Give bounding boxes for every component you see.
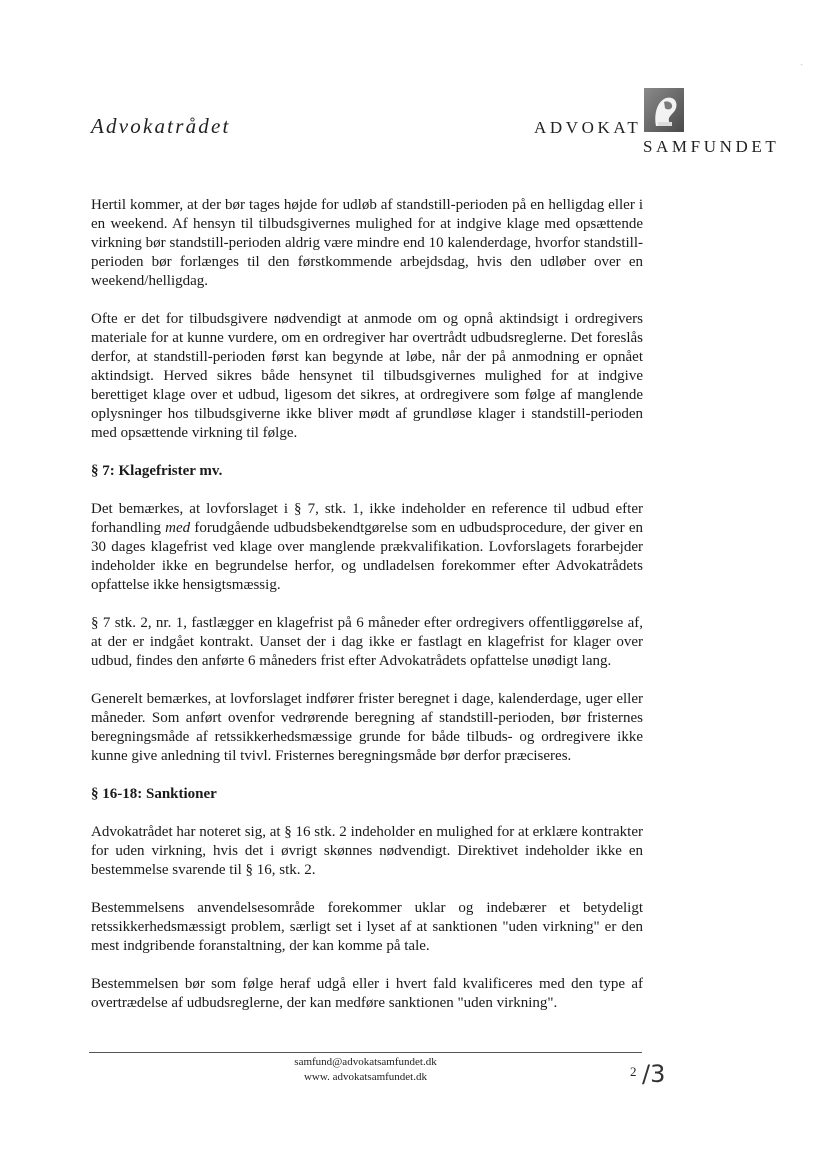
section-heading-klagefrister: § 7: Klagefrister mv. (91, 463, 223, 479)
footer-email-link[interactable]: samfund@advokatsamfundet.dk (294, 1056, 437, 1068)
footer-contact (89, 1055, 642, 1085)
scan-mark: ˎ (800, 55, 804, 66)
advokatsamfundet-logo (534, 88, 784, 158)
section-heading-sanktioner: § 16-18: Sanktioner (91, 786, 217, 802)
footer-website-link[interactable]: www. advokatsamfundet.dk (303, 1071, 427, 1083)
logo-word-samfundet: SAMFUNDET (643, 137, 780, 156)
advokatsamfundet-logo-icon (644, 88, 684, 132)
page-total-handwritten: /3 (642, 1060, 666, 1088)
page-number: 2 (630, 1064, 637, 1079)
paragraph: Hertil kommer, at der bør tages højde for udløb af standstill-perioden på en helligdag eller i en weekend. Af hensyn til tilbudsgivernes mulighed for at indgive klage med opsættende virkning bør standstill-perioden aldrig være mindre end 10 kalenderdage, hvorfor standstill-perioden bør forlænges til den førstkommende arbejdsdag, hvis den udløber over en weekend/helligdag. (91, 197, 643, 289)
logo-word-advokat: ADVOKAT (534, 118, 642, 137)
paragraph: Det bemærkes, at lovforslaget i § 7, stk. 1, ikke indeholder en reference til udbud efter forhandling med forudgående udbudsbekendtgørelse som en udbudsprocedure, der giver en 30 dages klagefrist ved klage over manglende prækvalifikation. Lovforslagets forarbejder indeholder ikke en begrundelse herfor, og undladelsen forekommer efter Advokatrådets opfattelse ikke hensigtsmæssig. (91, 501, 644, 593)
paragraph: § 7 stk. 2, nr. 1, fastlægger en klagefrist på 6 måneder efter ordregivers offentliggørelse af, at der er indgået kontrakt. Uanset der i dag ikke er fastlagt en klagefrist for klager over udbud, findes den anførte 6 måneders frist efter Advokatrådets opfattelse unødigt lang. (91, 615, 643, 669)
paragraph: Bestemmelsens anvendelsesområde forekommer uklar og indebærer et betydeligt retssikkerhedsmæssigt problem, særligt set i lyset af at sanktionen "uden virkning" er den mest indgribende foranstaltning, der kan komme på tale. (91, 900, 643, 954)
paragraph: Ofte er det for tilbudsgivere nødvendigt at anmode om og opnå aktindsigt i ordregivers materiale for at kunne vurdere, om en ordregiver har overtrådt udbudsreglerne. Det foreslås derfor, at standstill-perioden først kan begynde at løbe, når der på anmodning er opnået aktindsigt. Herved sikres både hensynet til tilbudsgivernes mulighed for at indgive berettiget klage over et udbud, ligesom det sikres, at ordregivere som følge af manglende oplysninger hos tilbudsgiverne ikke bliver mødt af grundløse klager i standstill-perioden med opsættende virkning til følge. (91, 311, 643, 441)
emphasis-text: med (165, 520, 191, 536)
footer-divider (89, 1052, 642, 1053)
paragraph: Generelt bemærkes, at lovforslaget indfører frister beregnet i dage, kalenderdage, uger eller måneder. Som anført ovenfor vedrørende beregning af standstill-perioden, bør fristernes beregningsmåde af retssikkerhedsmæssige grunde for både tilbuds- og ordregivere ikke kunne give anledning til tvivl. Fristernes beregningsmåde bør derfor præciseres. (91, 691, 643, 764)
paragraph: Advokatrådet har noteret sig, at § 16 stk. 2 indeholder en mulighed for at erklære kontrakter for uden virkning, hvis det i øvrigt skønnes nødvendigt. Direktivet indeholder ikke en bestemmelse svarende til § 16, stk. 2. (91, 824, 643, 878)
paragraph: Bestemmelsen bør som følge heraf udgå eller i hvert fald kvalificeres med den type af overtrædelse af udbudsreglerne, der kan medføre sanktionen "uden virkning". (91, 976, 643, 1011)
letter-body (91, 196, 643, 1032)
header-title: Advokatrådet (91, 114, 231, 138)
